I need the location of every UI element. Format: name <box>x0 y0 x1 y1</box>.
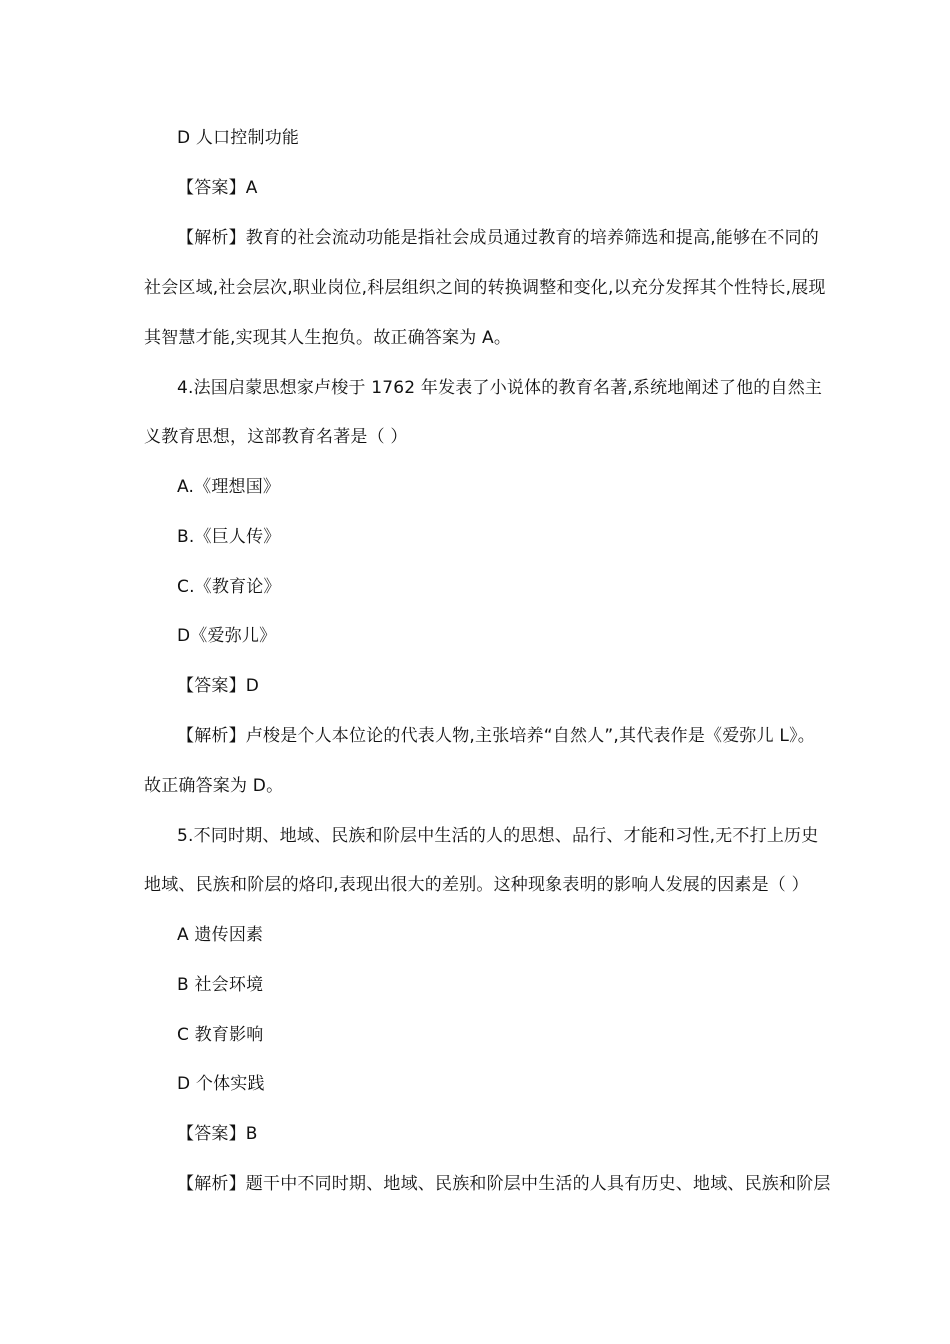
q4-analysis-line-1: 【解析】卢梭是个人本位论的代表人物,主张培养“自然人”,其代表作是《爱弥儿 L》。 <box>177 726 815 746</box>
q4-stem-line-2: 义教育思想，这部教育名著是（ ） <box>144 427 408 447</box>
q5-stem-line-2: 地域、民族和阶层的烙印,表现出很大的差别。这种现象表明的影响人发展的因素是（ ） <box>144 875 809 895</box>
q4-answer: 【答案】D <box>177 676 260 696</box>
q3-analysis-line-3: 其智慧才能,实现其人生抱负。故正确答案为 A。 <box>144 328 512 348</box>
q3-analysis-line-1: 【解析】教育的社会流动功能是指社会成员通过教育的培养筛选和提高,能够在不同的 <box>177 228 820 248</box>
q4-analysis-line-2: 故正确答案为 D。 <box>144 776 284 796</box>
q4-option-a: A.《理想国》 <box>177 477 281 497</box>
q5-answer: 【答案】B <box>177 1124 258 1144</box>
q4-stem-line-1: 4.法国启蒙思想家卢梭于 1762 年发表了小说体的教育名著,系统地阐述了他的自然主 <box>177 378 823 398</box>
q5-stem-line-1: 5.不同时期、地域、民族和阶层中生活的人的思想、品行、才能和习性,无不打上历史 <box>177 826 819 846</box>
q5-option-b: B 社会环境 <box>177 975 264 995</box>
q4-option-d: D《爱弥儿》 <box>177 626 277 646</box>
q3-option-d: D 人口控制功能 <box>177 128 300 148</box>
q3-analysis-line-2: 社会区域,社会层次,职业岗位,科层组织之间的转换调整和变化,以充分发挥其个性特长,展现 <box>144 278 826 298</box>
q5-option-c: C 教育影响 <box>177 1025 264 1045</box>
q4-option-c: C.《教育论》 <box>177 577 281 597</box>
q5-analysis-line-1: 【解析】题干中不同时期、地域、民族和阶层中生活的人具有历史、地域、民族和阶层 <box>177 1174 831 1194</box>
q5-option-d: D 个体实践 <box>177 1074 265 1094</box>
q3-answer: 【答案】A <box>177 178 258 198</box>
q5-option-a: A 遗传因素 <box>177 925 264 945</box>
q4-option-b: B.《巨人传》 <box>177 527 281 547</box>
